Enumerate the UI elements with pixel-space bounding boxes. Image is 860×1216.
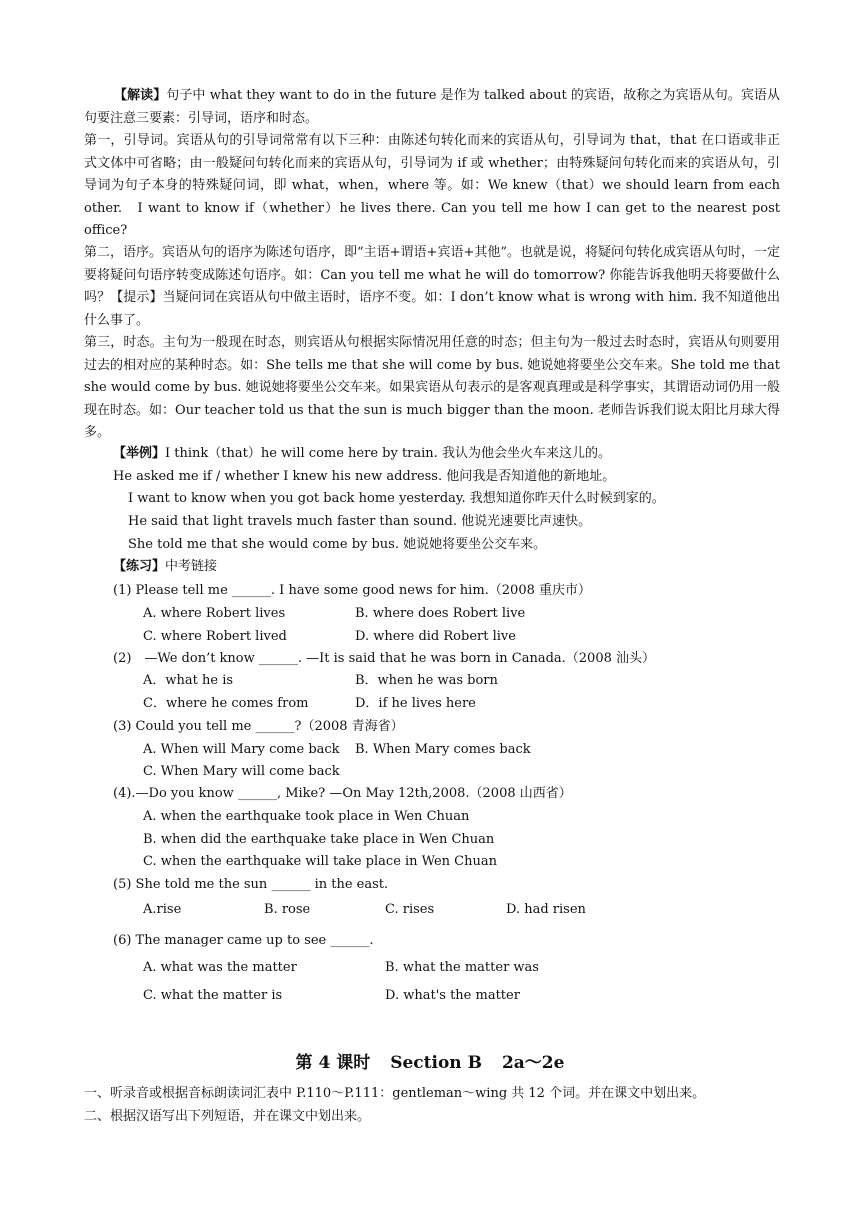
lesson-range: 2a～2e [501,1053,565,1073]
lesson-section: Section B [390,1053,482,1073]
question-4-option-b: B. when did the earthquake take place in Wen Chuan [143,832,495,847]
example-line-3: I want to know when you got back home yesterday. 我想知道你昨天什么时候到家的。 [128,491,665,506]
practice-heading [113,556,217,578]
question-6-option-a: A. what was the matter [143,960,297,975]
example-line-4: He said that light travels much faster than sound. 他说光速要比声速快。 [128,514,592,529]
example-line-5: She told me that she would come by bus. 她说她将要坐公交车来。 [128,537,547,552]
explanation-label: 【解读】 [114,88,167,103]
question-4-option-c: C. when the earthquake will take place in Wen Chuan [143,854,497,869]
question-4-option-a: A. when the earthquake took place in Wen Chuan [143,809,470,824]
question-5-stem: (5) She told me the sun ______ in the east. [113,877,389,892]
example-line-1: 【举例】I think（that）he will come here by train. 我认为他会坐火车来这儿的。 [113,446,611,461]
question-1-option-a: A. where Robert lives [143,606,286,621]
task-one: 一、听录音或根据音标朗读词汇表中 P.110～P.111：gentleman～wing 共 12 个词。并在课文中划出来。 [84,1086,706,1101]
question-5-option-d: D. had risen [506,902,586,917]
practice-label: 【练习】 [113,559,166,574]
question-3-option-b: B. When Mary comes back [355,742,531,757]
question-4-stem: (4).—Do you know ______, Mike? —On May 12th,2008.（2008 山西省） [113,786,572,801]
question-2-option-c: C．where he comes from [143,696,309,711]
question-6-option-c: C. what the matter is [143,988,283,1003]
point-two-tip: 【提示】当疑问词在宾语从句中做主语时，语序不变。如：I don’t know what is wrong with him. 我不知道他出什么事了。 [84,290,780,328]
example-line-2: He asked me if / whether I knew his new address. 他问我是否知道他的新地址。 [113,469,616,484]
question-1-stem: (1) Please tell me ______. I have some good news for him.（2008 重庆市） [113,583,592,598]
point-two-paragraph [84,242,780,332]
question-1-option-d: D. where did Robert live [355,629,516,644]
point-one-paragraph: 第一，引导词。宾语从句的引导词常常有以下三种：由陈述句转化而来的宾语从句，引导词为 that，that 在口语或非正式文体中可省略；由一般疑问句转化而来的宾语从句，引导词为 if 或 whether；由特殊疑问句转化而来的宾语从句，引导词为句子本身的特殊疑问词，即 what，when，where 等。如：We knew（that）we should learn from each other. I want to know if（whether）he lives there. Can you tell me how I can get to the nearest post office? [84,133,780,238]
question-6-option-d: D. what's the matter [385,988,520,1003]
question-6-stem: (6) The manager came up to see ______. [113,933,374,948]
task-two: 二、根据汉语写出下列短语，并在课文中划出来。 [84,1109,371,1124]
point-two-text: 第二，语序。宾语从句的语序为陈述句语序，即“主语+谓语+宾语+其他”。也就是说，将疑问句转化成宾语从句时，一定要将疑问句语序转变成陈述句语序。如：Can you tell me what he will do tomorrow? 你能告诉我他明天将要做什么吗？ [84,245,780,305]
question-2-option-b: B．when he was born [355,673,498,688]
question-5-option-b: B. rose [264,902,311,917]
question-1-option-b: B. where does Robert live [355,606,526,621]
question-3-option-c: C. When Mary will come back [143,764,340,779]
explanation-paragraph [84,85,780,130]
lesson-heading [0,1049,860,1077]
question-5-option-a: A.rise [143,902,182,917]
question-3-option-a: A. When will Mary come back [143,742,340,757]
question-2-option-a: A．what he is [143,673,234,688]
question-2-stem: (2) —We don’t know ______. —It is said that he was born in Canada.（2008 汕头） [113,651,655,666]
lesson-title: 第 4 课时 [295,1053,371,1073]
question-2-option-d: D．if he lives here [355,696,476,711]
question-1-option-c: C. where Robert lived [143,629,287,644]
question-5-option-c: C. rises [385,902,435,917]
question-6-option-b: B. what the matter was [385,960,539,975]
practice-subtitle: 中考链接 [165,559,218,574]
explanation-text: 句子中 what they want to do in the future 是作为 talked about 的宾语，故称之为宾语从句。宾语从句要注意三要素：引导词，语序和时态。 [84,88,780,126]
point-three-paragraph: 第三，时态。主句为一般现在时态，则宾语从句根据实际情况用任意的时态；但主句为一般过去时态时，宾语从句则要用过去的相对应的某种时态。如：She tells me that she will come by bus. 她说她将要坐公交车来。She told me that she would come by bus. 她说她将要坐公交车来。如果宾语从句表示的是客观真理或是科学事实，其谓语动词仍用一般现在时态。如：Our teacher told us that the sun is much bigger than the moon. 老师告诉我们说太阳比月球大得多。 [84,335,780,440]
examples-label: 【举例】 [113,446,166,461]
question-3-stem: (3) Could you tell me ______?（2008 青海省） [113,719,404,734]
